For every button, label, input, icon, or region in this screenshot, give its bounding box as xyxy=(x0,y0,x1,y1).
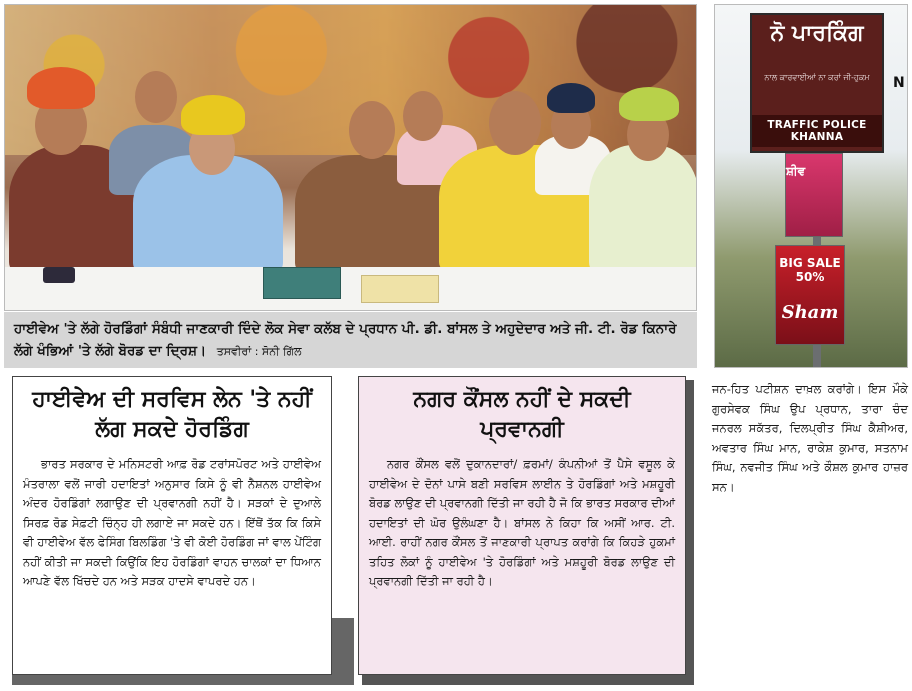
poster-pink xyxy=(785,153,843,237)
photo-caption-text: ਹਾਈਵੇਅ 'ਤੇ ਲੱਗੇ ਹੋਰਡਿੰਗਾਂ ਸੰਬੰਧੀ ਜਾਣਕਾਰੀ ਦਿੰਦੇ ਲੋਕ ਸੇਵਾ ਕਲੱਬ ਦੇ ਪ੍ਰਧਾਨ ਪੀ. ਡੀ. ਬਾਂਸਲ ਤੇ ਅਹੁਦੇਦਾਰ ਅਤੇ ਜੀ. ਟੀ. ਰੋਡ ਕਿਨਾਰੇ ਲੱਗੇ ਖੰਭਿਆਂ 'ਤੇ ਲੱਗੇ ਬੋਰਡ ਦਾ ਦ੍ਰਿਸ਼। xyxy=(14,321,677,359)
person-1-turban xyxy=(27,67,95,109)
article-service-lane xyxy=(12,376,332,675)
sign-title: ਨੋ ਪਾਰਕਿੰਗ xyxy=(770,21,864,46)
person-2-head xyxy=(135,71,177,123)
poster-sale xyxy=(775,245,845,345)
article-body: ਨਗਰ ਕੌਂਸਲ ਵਲੋਂ ਦੁਕਾਨਦਾਰਾਂ/ ਫ਼ਰਮਾਂ/ ਕੰਪਨੀਆਂ ਤੋਂ ਪੈਸੇ ਵਸੂਲ ਕੇ ਹਾਈਵੇਅ ਦੇ ਦੋਨਾਂ ਪਾਸੇ ਬਣੀ ਸਰਵਿਸ ਲਾਈਨ ਤੇ ਹੋਰਡਿੰਗਾਂ ਅਤੇ ਮਸ਼ਹੂਰੀ ਬੋਰਡ ਲਾਉਣ ਦੀ ਪ੍ਰਵਾਨਗੀ ਦਿੱਤੀ ਜਾ ਰਹੀ ਹੈ ਜੋ ਕਿ ਭਾਰਤ ਸਰਕਾਰ ਦੀਆਂ ਹਦਾਇਤਾਂ ਦੀ ਘੋਰ ਉਲੰਘਣਾ ਹੈ। ਬਾਂਸਲ ਨੇ ਕਿਹਾ ਕਿ ਅਸੀਂ ਆਰ. ਟੀ. ਆਈ. ਰਾਹੀਂ ਨਗਰ ਕੌਂਸਲ ਤੋਂ ਜਾਣਕਾਰੀ ਪ੍ਰਾਪਤ ਕਰਾਂਗੇ ਕਿ ਕਿਹੜੇ ਹੁਕਮਾਂ ਤਹਿਤ ਲੋਕਾਂ ਨੂੰ ਹਾਈਵੇਅ 'ਤੇ ਹੋਰਡਿੰਗਾਂ ਅਤੇ ਮਸ਼ਹੂਰੀ ਬੋਰਡ ਲਾਉਣ ਦੀ ਪ੍ਰਵਾਨਗੀ ਦਿੱਤੀ ਜਾ ਰਹੀ ਹੈ। xyxy=(369,457,675,588)
photo-credit: ਤਸਵੀਰਾਂ : ਸੋਨੀ ਗਿੱਲ xyxy=(216,345,302,358)
box-shadow xyxy=(362,675,694,685)
person-6-head xyxy=(489,91,541,155)
file-folder-green xyxy=(263,267,341,299)
article-council-permission xyxy=(358,376,686,675)
poster-pink-text: ਸ਼ੀਵ xyxy=(786,164,806,178)
poster-sale-text: BIG SALE 50% xyxy=(779,256,841,284)
person-8-turban xyxy=(619,87,679,121)
no-parking-sign xyxy=(750,13,884,153)
article-title: ਨਗਰ ਕੌਂਸਲ ਨਹੀਂ ਦੇ ਸਕਦੀ ਪ੍ਰਵਾਨਗੀ xyxy=(413,387,631,442)
photo-caption xyxy=(4,312,697,368)
person-5-head xyxy=(403,91,443,141)
article-title: ਹਾਈਵੇਅ ਦੀ ਸਰਵਿਸ ਲੇਨ 'ਤੇ ਨਹੀਂ ਲੱਗ ਸਕਦੇ ਹੋਰਡਿੰਗ xyxy=(32,387,312,442)
box-shadow xyxy=(686,380,694,680)
no-parking-photo xyxy=(714,4,908,368)
sign-subtitle: ਨਾਲ ਕਾਰਵਾਈਆਂ ਨਾ ਕਰਾਂ ਜੀ-ਹੁਕਮ xyxy=(764,73,870,82)
file-folder-yellow xyxy=(361,275,439,303)
poster-brand: Sham xyxy=(781,302,839,323)
group-photo xyxy=(4,4,697,311)
person-3-turban xyxy=(181,95,245,135)
sign-footer: TRAFFIC POLICE KHANNA xyxy=(752,115,882,147)
person-4-head xyxy=(349,101,395,159)
article-body: ਭਾਰਤ ਸਰਕਾਰ ਦੇ ਮਨਿਸਟਰੀ ਆਫ਼ ਰੋਡ ਟਰਾਂਸਪੋਰਟ ਅਤੇ ਹਾਈਵੇਅ ਮੰਤਰਾਲਾ ਵਲੋਂ ਜਾਰੀ ਹਦਾਇਤਾਂ ਅਨੁਸਾਰ ਕਿਸੇ ਨੂੰ ਵੀ ਨੈਸ਼ਨਲ ਹਾਈਵੇਅ ਅੰਦਰ ਹੋਰਡਿੰਗਾਂ ਲਗਾਉਣ ਦੀ ਪ੍ਰਵਾਨਗੀ ਨਹੀਂ ਹੈ। ਸੜਕਾਂ ਦੇ ਦੁਆਲੇ ਸਿਰਫ਼ ਰੋਡ ਸੇਫ਼ਟੀ ਚਿੰਨ੍ਹ ਹੀ ਲਗਾਏ ਜਾ ਸਕਦੇ ਹਨ। ਇੱਥੋਂ ਤੱਕ ਕਿ ਕਿਸੇ ਵੀ ਹਾਈਵੇਅ ਵੱਲ ਫੇਸਿੰਗ ਬਿਲਡਿੰਗ 'ਤੇ ਵੀ ਕੋਈ ਹੋਰਡਿੰਗ ਜਾਂ ਵਾਲ ਪੇਂਟਿੰਗ ਨਹੀਂ ਕੀਤੀ ਜਾ ਸਕਦੀ ਕਿਉਂਕਿ ਇਹ ਹੋਰਡਿੰਗਾਂ ਵਾਹਨ ਚਾਲਕਾਂ ਦਾ ਧਿਆਨ ਆਪਣੇ ਵੱਲ ਖਿੱਚਦੇ ਹਨ ਅਤੇ ਸੜਕ ਹਾਦਸੇ ਵਾਪਰਦੇ ਹਨ। xyxy=(23,457,321,588)
article-continuation: ਜਨ-ਹਿਤ ਪਟੀਸ਼ਨ ਦਾਖ਼ਲ ਕਰਾਂਗੇ। ਇਸ ਮੌਕੇ ਗੁਰਸੇਵਕ ਸਿੰਘ ਉਪ ਪ੍ਰਧਾਨ, ਤਾਰਾ ਚੰਦ ਜਨਰਲ ਸਕੱਤਰ, ਦਿਲਪ੍ਰੀਤ ਸਿੰਘ ਕੈਸ਼ੀਅਰ, ਅਵਤਾਰ ਸਿੰਘ ਮਾਨ, ਰਾਕੇਸ਼ ਕੁਮਾਰ, ਸਤਨਾਮ ਸਿੰਘ, ਨਵਜੀਤ ਸਿੰਘ ਅਤੇ ਕੌਸ਼ਲ ਕੁਮਾਰ ਹਾਜ਼ਰ ਸਨ। xyxy=(712,382,908,494)
box-shadow xyxy=(12,675,354,685)
box-shadow xyxy=(332,618,354,676)
person-7-turban xyxy=(547,83,595,113)
mobile-phone xyxy=(43,267,75,283)
person-8 xyxy=(589,145,697,275)
table-top xyxy=(5,267,696,311)
sign-edge-letter: N xyxy=(893,75,905,91)
